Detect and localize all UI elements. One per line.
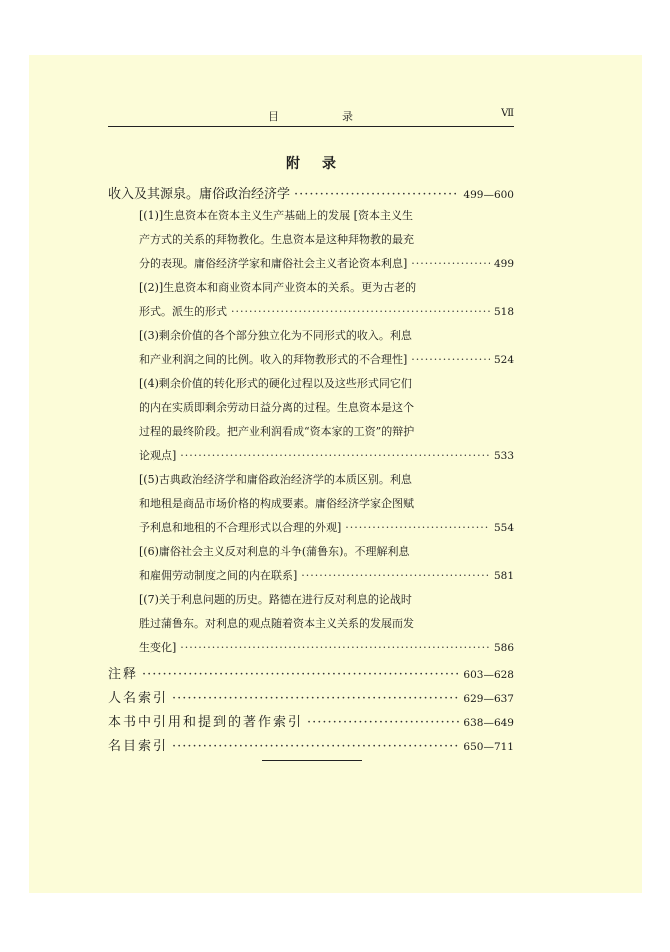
toc-sub-page: 499: [493, 258, 514, 270]
toc-sub-line: [(7)关于利息问题的历史。路德在进行反对利息的论战时: [139, 593, 412, 606]
toc-sub-page: 524: [493, 354, 514, 366]
toc-sub-entry-6[interactable]: [139, 567, 514, 583]
toc-sub-page: 581: [493, 570, 514, 582]
toc-entry-works-index[interactable]: [108, 711, 514, 730]
toc-sub-line: [(5)古典政治经济学和庸俗政治经济学的本质区别。利息: [139, 473, 412, 486]
leader-dots: [231, 305, 490, 318]
toc-sub-last-line: 和产业利润之间的比例。收入的拜物教形式的不合理性]: [139, 353, 408, 366]
leader-dots: [180, 641, 490, 654]
leader-dots: [172, 691, 459, 706]
toc-sub-entry-5[interactable]: [139, 519, 514, 535]
leader-dots: [307, 715, 459, 730]
toc-entry-pages: 629—637: [463, 693, 514, 705]
toc-entry-pages: 603—628: [463, 669, 514, 681]
toc-sub-entry-7[interactable]: [139, 639, 514, 655]
toc-main-entry[interactable]: [108, 183, 514, 202]
leader-dots: [142, 667, 459, 682]
toc-sub-line: 过程的最终阶段。把产业利润看成“资本家的工资”的辩护: [139, 425, 415, 438]
toc-entry-label: 本书中引用和提到的著作索引: [108, 715, 304, 730]
toc-entry-pages: 650—711: [463, 741, 514, 753]
leader-dots: [172, 739, 459, 754]
toc-sub-last-line: 予利息和地租的不合理形式以合理的外观]: [139, 521, 342, 534]
toc-sub-line: 的内在实质即剩余劳动日益分离的过程。生息资本是这个: [139, 401, 414, 414]
closing-rule: [262, 760, 362, 761]
leader-dots: [345, 521, 490, 534]
toc-sub-page: 518: [493, 306, 514, 318]
toc-sub-line: [(6)庸俗社会主义反对利息的斗争(蒲鲁东)。不理解利息: [139, 545, 410, 558]
toc-sub-line: 和地租是商品市场价格的构成要素。庸俗经济学家企图赋: [139, 497, 414, 510]
toc-sub-entry-4[interactable]: [139, 447, 514, 463]
toc-sub-line: [(4)剩余价值的转化形式的硬化过程以及这些形式同它们: [139, 377, 412, 390]
leader-dots: [301, 569, 490, 582]
toc-entry-name-index[interactable]: [108, 687, 514, 706]
leader-dots: [294, 187, 459, 202]
section-title: 附录: [286, 156, 358, 172]
toc-main-entry-label: 收入及其源泉。庸俗政治经济学: [108, 187, 291, 202]
toc-sub-last-line: 分的表现。庸俗经济学家和庸俗社会主义者论资本利息]: [139, 257, 408, 270]
toc-sub-last-line: 和雇佣劳动制度之间的内在联系]: [139, 569, 298, 582]
toc-sub-entry-2[interactable]: [139, 303, 514, 319]
toc-sub-page: 586: [493, 642, 514, 654]
toc-sub-page: 554: [493, 522, 514, 534]
toc-sub-line: [(3)剩余价值的各个部分独立化为不同形式的收入。利息: [139, 329, 412, 342]
leader-dots: [411, 353, 490, 366]
toc-sub-line: [(1)]生息资本在资本主义生产基础上的发展 [资本主义生: [139, 209, 413, 222]
toc-sub-line: 胜过蒲鲁东。对利息的观点随着资本主义关系的发展而发: [139, 617, 414, 630]
toc-sub-line: 产方式的关系的拜物教化。生息资本是这种拜物教的最充: [139, 233, 414, 246]
toc-sub-last-line: 论观点]: [139, 449, 177, 462]
toc-sub-page: 533: [493, 450, 514, 462]
toc-entry-pages: 638—649: [463, 717, 514, 729]
running-head-title: 目 录: [268, 110, 379, 123]
toc-main-entry-pages: 499—600: [463, 189, 514, 201]
running-head: [108, 108, 514, 126]
toc-sub-entry-3[interactable]: [139, 351, 514, 367]
toc-entry-label: 注释: [108, 667, 139, 682]
toc-entry-notes[interactable]: [108, 663, 514, 682]
toc-sub-last-line: 形式。派生的形式: [139, 305, 227, 318]
leader-dots: [180, 449, 490, 462]
leader-dots: [411, 257, 490, 270]
toc-entry-label: 人名索引: [108, 691, 169, 706]
toc-entry-label: 名目索引: [108, 739, 169, 754]
toc-sub-entry-1[interactable]: [139, 255, 514, 271]
toc-sub-last-line: 生变化]: [139, 641, 177, 654]
header-rule: [108, 126, 514, 127]
toc-entry-subject-index[interactable]: [108, 735, 514, 754]
toc-sub-line: [(2)]生息资本和商业资本同产业资本的关系。更为古老的: [139, 281, 417, 294]
running-head-page-number: Ⅶ: [501, 108, 514, 119]
